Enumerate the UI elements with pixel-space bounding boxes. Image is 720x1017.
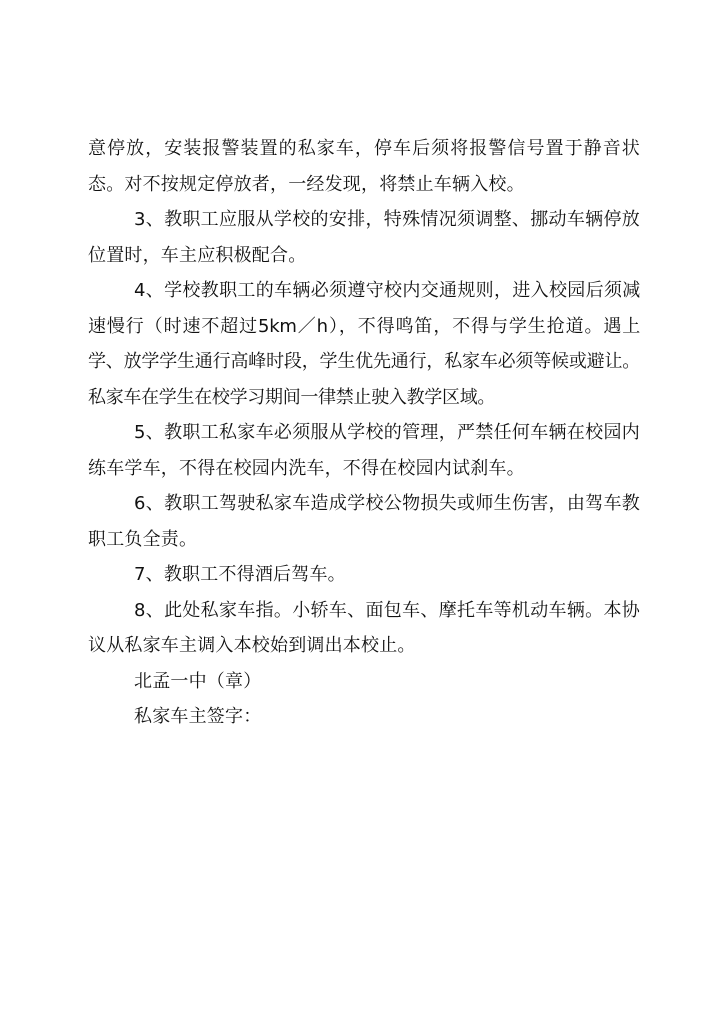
paragraph-rule-8: 8、此处私家车指。小轿车、面包车、摩托车等机动车辆。本协议从私家车主调入本校始到调出本校止。	[88, 599, 640, 656]
paragraph-rule-7: 7、教职工不得酒后驾车。	[134, 564, 346, 585]
paragraph-parking-rules-continued: 意停放，安装报警装置的私家车，停车后须将报警信号置于静音状态。对不按规定停放者，一经发现，将禁止车辆入校。	[88, 138, 640, 195]
owner-signature-line: 私家车主签字：	[134, 706, 262, 727]
document-body	[88, 131, 640, 735]
paragraph-rule-5: 5、教职工私家车必须服从学校的管理，严禁任何车辆在校园内练车学车，不得在校园内洗车，不得在校园内试刹车。	[88, 422, 640, 479]
school-seal-line: 北孟一中（章）	[134, 670, 262, 692]
paragraph-rule-6: 6、教职工驾驶私家车造成学校公物损失或师生伤害，由驾车教职工负全责。	[88, 493, 640, 550]
paragraph-rule-3: 3、教职工应服从学校的安排，特殊情况须调整、挪动车辆停放位置时，车主应积极配合。	[88, 209, 640, 266]
paragraph-rule-4: 4、学校教职工的车辆必须遵守校内交通规则，进入校园后须减速慢行（时速不超过5km／h），不得鸣笛，不得与学生抢道。遇上学、放学学生通行高峰时段，学生优先通行，私家车必须等候或避让。私家车在学生在校学习期间一律禁止驶入教学区域。	[88, 280, 640, 408]
